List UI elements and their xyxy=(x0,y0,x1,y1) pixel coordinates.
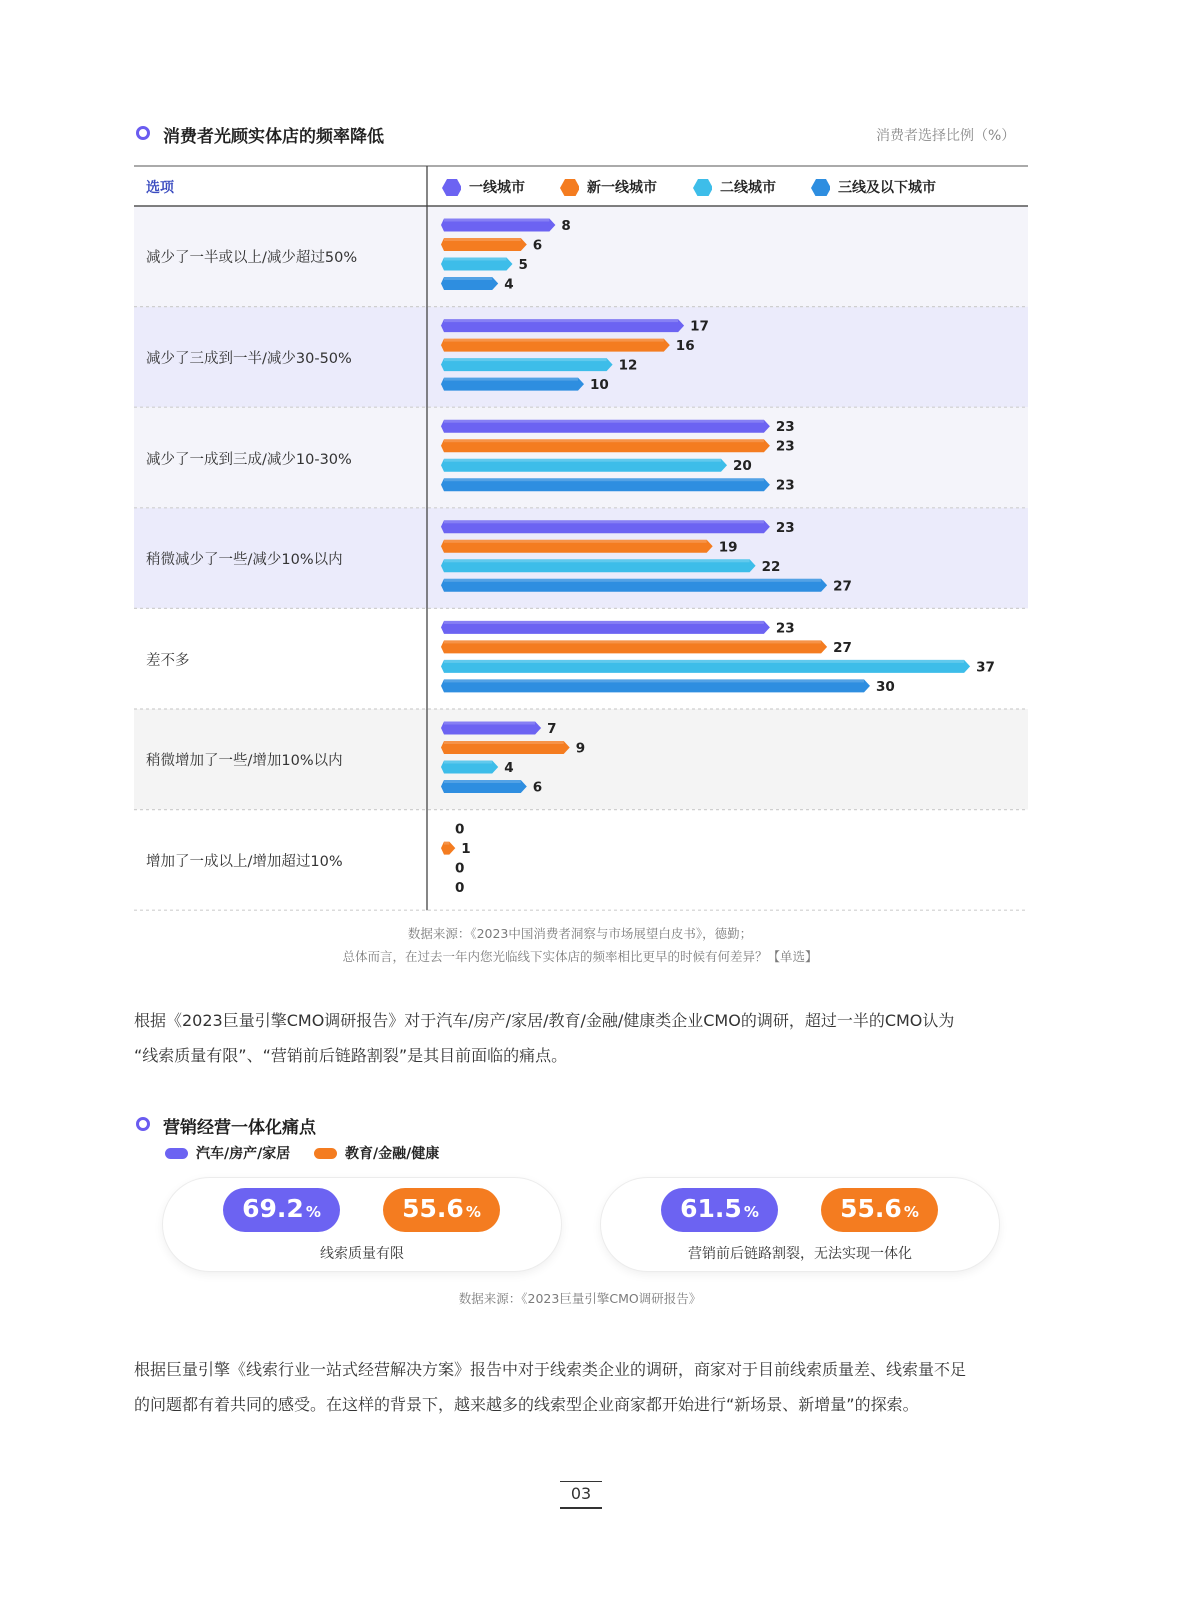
bar-highlight xyxy=(444,258,507,261)
data-label: 12 xyxy=(618,357,638,374)
bar-highlight xyxy=(444,679,864,682)
paragraph-1-line-2: “线索质量有限”、“营销前后链路割裂”是其目前面临的痛点。 xyxy=(134,1046,568,1065)
bar-highlight xyxy=(444,219,549,222)
category-label: 减少了一半或以上/减少超过50% xyxy=(146,250,358,267)
bar-highlight xyxy=(444,621,764,624)
category-label: 稍微减少了一些/减少10%以内 xyxy=(146,552,343,569)
data-label: 27 xyxy=(833,578,852,595)
legend-swatch-icon xyxy=(314,1148,337,1159)
data-label: 30 xyxy=(876,678,895,695)
hexagon-swatch-icon xyxy=(559,178,579,196)
bar-highlight xyxy=(444,559,750,562)
legend-label: 新一线城市 xyxy=(587,180,657,196)
hexagon-shape xyxy=(811,179,830,196)
bar-highlight xyxy=(444,579,821,582)
stat-value: 61.5 xyxy=(680,1194,742,1223)
bar-highlight xyxy=(444,520,764,523)
legend-swatch-icon xyxy=(165,1148,188,1159)
bar-highlight xyxy=(444,660,964,663)
legend-item xyxy=(559,177,692,197)
section-bullet-icon xyxy=(136,1117,150,1131)
category-label: 稍微增加了一些/增加10%以内 xyxy=(146,753,343,770)
legend-item xyxy=(441,177,559,197)
page-number-rule-top xyxy=(560,1481,602,1482)
paragraph-1-line-1: 根据《2023巨量引擎CMO调研报告》对于汽车/房产/家居/教育/金融/健康类企业CMO的调研，超过一半的CMO认为 xyxy=(134,1011,955,1030)
data-label: 9 xyxy=(575,740,586,757)
paragraph-2 xyxy=(134,1352,1034,1422)
legend-label: 三线及以下城市 xyxy=(838,180,936,196)
legend-label: 汽车/房产/家居 xyxy=(196,1146,291,1162)
stat-unit: % xyxy=(743,1203,759,1221)
legend-item-edu xyxy=(314,1143,439,1163)
chart-title: 消费者光顾实体店的频率降低 xyxy=(163,127,384,147)
bar-highlight xyxy=(444,439,764,442)
data-label: 5 xyxy=(518,257,528,273)
bar-highlight xyxy=(444,277,492,280)
data-label: 4 xyxy=(504,760,514,776)
data-label: 23 xyxy=(775,477,795,494)
stat-pill-edu xyxy=(821,1188,938,1232)
data-label: 6 xyxy=(532,237,543,254)
data-label: 20 xyxy=(733,458,752,475)
page-number-rule-bottom xyxy=(560,1507,602,1509)
data-label: 7 xyxy=(547,721,557,737)
stat-card-link-split xyxy=(601,1178,999,1271)
stat-unit: % xyxy=(903,1203,919,1221)
data-label: 1 xyxy=(461,841,471,858)
bar-highlight xyxy=(444,420,764,423)
category-label: 增加了一成以上/增加超过10% xyxy=(146,853,343,870)
stat-value: 55.6 xyxy=(840,1194,902,1223)
legend-label: 教育/金融/健康 xyxy=(345,1146,440,1162)
paragraph-2-line-2: 的问题都有着共同的感受。在这样的背景下，越来越多的线索型企业商家都开始进行“新场景、新增量”的探索。 xyxy=(134,1395,919,1414)
data-label: 23 xyxy=(775,620,795,637)
chart-legend xyxy=(441,177,970,197)
data-label: 8 xyxy=(561,218,571,234)
stat-pill-auto xyxy=(223,1188,340,1232)
data-label: 16 xyxy=(675,338,695,355)
data-label: 0 xyxy=(455,880,465,897)
data-label: 27 xyxy=(833,639,852,656)
legend-item xyxy=(692,177,810,197)
bar-highlight xyxy=(444,319,678,322)
bar-highlight xyxy=(444,761,492,764)
bar-highlight xyxy=(444,238,521,241)
legend-item xyxy=(810,177,970,197)
legend-label: 一线城市 xyxy=(469,180,525,196)
bar-highlight xyxy=(444,540,707,543)
hexagon-shape xyxy=(442,179,461,196)
hexagon-swatch-icon xyxy=(441,178,461,196)
legend-item-auto xyxy=(165,1143,290,1163)
data-label: 6 xyxy=(532,779,543,796)
paragraph-1 xyxy=(134,1003,1034,1073)
bar-highlight xyxy=(444,741,564,744)
section2-source: 数据来源：《2023巨量引擎CMO调研报告》 xyxy=(458,1291,702,1306)
paragraph-2-line-1: 根据巨量引擎《线索行业一站式经营解决方案》报告中对于线索类企业的调研，商家对于目前线索质量差、线索量不足 xyxy=(134,1360,967,1379)
page-number: 03 xyxy=(570,1484,592,1503)
stat-value: 69.2 xyxy=(242,1194,304,1223)
data-label: 22 xyxy=(761,558,781,575)
data-label: 0 xyxy=(455,821,465,838)
unit-note: 消费者选择比例（%） xyxy=(876,128,1016,144)
stat-value: 55.6 xyxy=(402,1194,464,1223)
bar-highlight xyxy=(444,842,449,845)
stat-card-lead-quality xyxy=(163,1178,561,1271)
bar-highlight xyxy=(444,339,664,342)
category-label: 差不多 xyxy=(146,652,190,669)
data-label: 10 xyxy=(590,377,609,394)
category-label: 减少了一成到三成/减少10-30% xyxy=(146,451,352,468)
chart-source-line-2: 总体而言，在过去一年内您光临线下实体店的频率相比更早的时候有何差异？【单选】 xyxy=(342,949,818,964)
stat-pill-edu xyxy=(383,1188,500,1232)
stat-card-label: 线索质量有限 xyxy=(320,1246,404,1262)
bar-highlight xyxy=(444,378,578,381)
bar-highlight xyxy=(444,358,607,361)
data-label: 23 xyxy=(775,519,795,536)
stat-card-label: 营销前后链路割裂，无法实现一体化 xyxy=(688,1246,912,1262)
bar-highlight xyxy=(444,478,764,481)
data-label: 37 xyxy=(976,659,995,676)
stat-unit: % xyxy=(305,1203,321,1221)
bar-highlight xyxy=(444,722,535,725)
stat-unit: % xyxy=(465,1203,481,1221)
bar-highlight xyxy=(444,640,821,643)
data-label: 19 xyxy=(718,539,738,556)
data-label: 23 xyxy=(775,419,795,436)
data-label: 23 xyxy=(775,438,795,455)
hexagon-swatch-icon xyxy=(810,178,830,196)
bar-highlight xyxy=(444,780,521,783)
bar-highlight xyxy=(444,459,721,462)
hexagon-shape xyxy=(560,179,579,196)
section2-title: 营销经营一体化痛点 xyxy=(163,1118,316,1138)
data-label: 17 xyxy=(690,318,709,335)
category-label: 减少了三成到一半/减少30-50% xyxy=(146,350,352,367)
data-label: 4 xyxy=(504,276,514,293)
data-label: 0 xyxy=(455,860,465,877)
hexagon-shape xyxy=(693,179,712,196)
stat-pill-auto xyxy=(661,1188,778,1232)
column-header: 选项 xyxy=(146,180,174,196)
chart-source-line-1: 数据来源：《2023中国消费者洞察与市场展望白皮书》，德勤； xyxy=(407,926,753,941)
hexagon-swatch-icon xyxy=(692,178,712,196)
legend-label: 二线城市 xyxy=(720,180,776,196)
